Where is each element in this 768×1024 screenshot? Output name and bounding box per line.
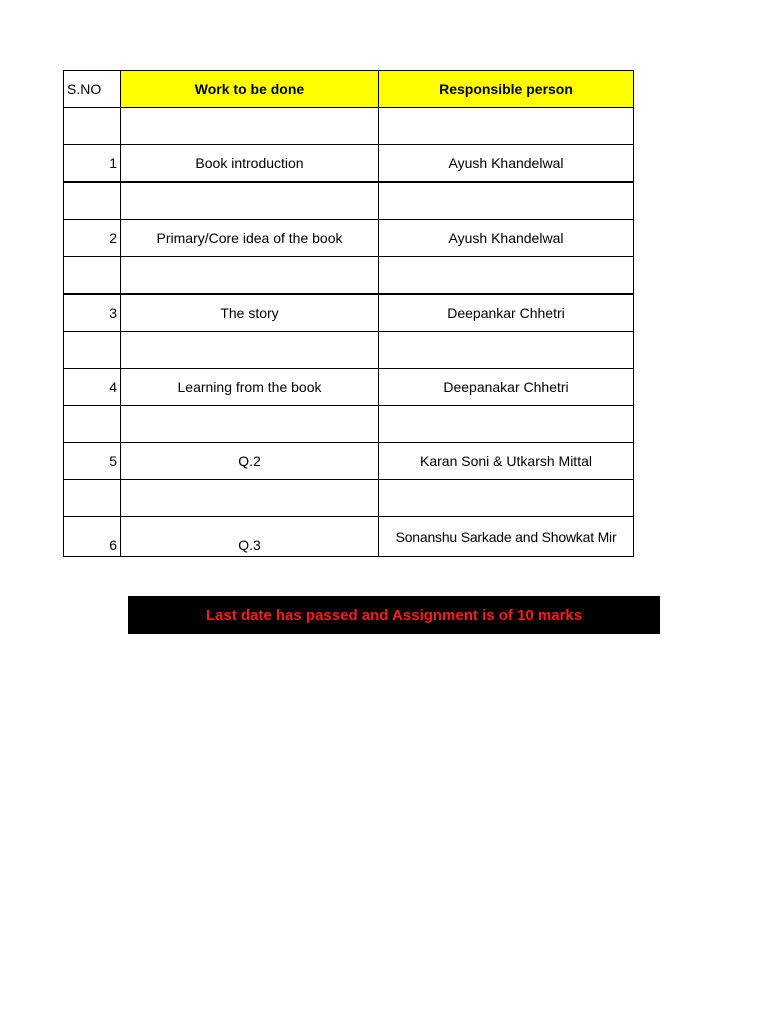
- responsible-cell[interactable]: Ayush Khandelwal: [379, 145, 634, 183]
- table-spacer-row: [64, 406, 634, 443]
- table-row: [64, 145, 634, 183]
- table-spacer-row: [64, 332, 634, 369]
- table-spacer-row: [64, 182, 634, 220]
- empty-cell[interactable]: [64, 182, 121, 220]
- sno-cell[interactable]: 4: [64, 369, 121, 406]
- empty-cell[interactable]: [379, 406, 634, 443]
- header-work[interactable]: Work to be done: [121, 71, 379, 108]
- deadline-notice-banner: [128, 596, 660, 634]
- table-row: [64, 443, 634, 480]
- sno-cell[interactable]: 1: [64, 145, 121, 183]
- empty-cell[interactable]: [64, 332, 121, 369]
- work-cell[interactable]: Learning from the book: [121, 369, 379, 406]
- assignment-table: [63, 70, 634, 557]
- table-row: [64, 294, 634, 332]
- table-row: [64, 369, 634, 406]
- empty-cell[interactable]: [379, 480, 634, 517]
- table-spacer-row: [64, 480, 634, 517]
- sno-cell[interactable]: 2: [64, 220, 121, 257]
- work-cell[interactable]: The story: [121, 294, 379, 332]
- empty-cell[interactable]: [64, 406, 121, 443]
- responsible-cell[interactable]: Deepanakar Chhetri: [379, 369, 634, 406]
- empty-cell[interactable]: [64, 257, 121, 295]
- table-spacer-row: [64, 257, 634, 295]
- empty-cell[interactable]: [64, 108, 121, 145]
- header-responsible[interactable]: Responsible person: [379, 71, 634, 108]
- empty-cell[interactable]: [379, 108, 634, 145]
- work-cell[interactable]: Primary/Core idea of the book: [121, 220, 379, 257]
- sno-cell[interactable]: 6: [64, 517, 121, 557]
- empty-cell[interactable]: [121, 108, 379, 145]
- table-row: [64, 517, 634, 557]
- table-header-row: [64, 71, 634, 108]
- table-spacer-row: [64, 108, 634, 145]
- empty-cell[interactable]: [121, 257, 379, 295]
- sno-cell[interactable]: 3: [64, 294, 121, 332]
- empty-cell[interactable]: [379, 182, 634, 220]
- work-cell[interactable]: Book introduction: [121, 145, 379, 183]
- sno-cell[interactable]: 5: [64, 443, 121, 480]
- table-row: [64, 220, 634, 257]
- header-sno[interactable]: S.NO: [64, 71, 121, 108]
- empty-cell[interactable]: [121, 480, 379, 517]
- work-cell[interactable]: Q.3: [121, 517, 379, 557]
- responsible-cell[interactable]: Sonanshu Sarkade and Showkat Mir: [379, 517, 634, 557]
- empty-cell[interactable]: [379, 257, 634, 295]
- empty-cell[interactable]: [379, 332, 634, 369]
- empty-cell[interactable]: [121, 406, 379, 443]
- empty-cell[interactable]: [121, 182, 379, 220]
- responsible-cell[interactable]: Ayush Khandelwal: [379, 220, 634, 257]
- empty-cell[interactable]: [64, 480, 121, 517]
- deadline-notice-text: Last date has passed and Assignment is of 10 marks: [205, 606, 583, 624]
- responsible-cell[interactable]: Deepankar Chhetri: [379, 294, 634, 332]
- work-cell[interactable]: Q.2: [121, 443, 379, 480]
- empty-cell[interactable]: [121, 332, 379, 369]
- responsible-cell[interactable]: Karan Soni & Utkarsh Mittal: [379, 443, 634, 480]
